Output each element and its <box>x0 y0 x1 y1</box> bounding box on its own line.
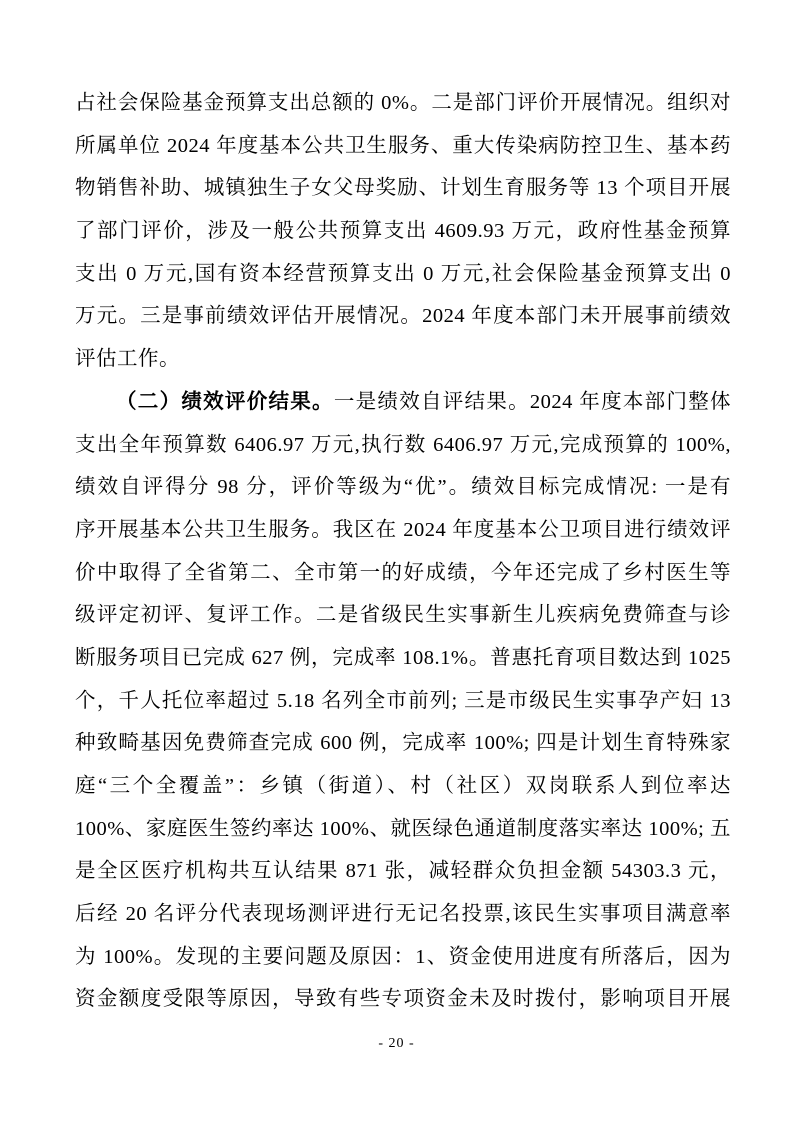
text-line: 评估工作。 <box>75 348 180 371</box>
text-run: 一是绩效自评结果。2024 年度本部门整体 <box>333 390 732 413</box>
text-line: 价中取得了全省第二、全市第一的好成绩，今年还完成了乡村医生等 <box>75 561 731 584</box>
text-line: 为 100%。发现的主要问题及原因：1、资金使用进度有所落后，因为 <box>75 945 731 968</box>
text-line: 后经 20 名评分代表现场测评进行无记名投票,该民生实事项目满意率 <box>75 903 731 926</box>
text-line: 支出 0 万元,国有资本经营预算支出 0 万元,社会保险基金预算支出 0 <box>75 262 731 285</box>
page-number: - 20 - <box>378 1036 415 1051</box>
text-line: 物销售补助、城镇独生子女父母奖励、计划生育服务等 13 个项目开展 <box>75 177 731 200</box>
text-line: 个，千人托位率超过 5.18 名列全市前列; 三是市级民生实事孕产妇 13 <box>75 689 731 712</box>
text-line: 占社会保险基金预算支出总额的 0%。二是部门评价开展情况。组织对 <box>75 92 731 114</box>
text-line: 所属单位 2024 年度基本公共卫生服务、重大传染病防控卫生、基本药 <box>75 134 731 157</box>
text-line: 序开展基本公共卫生服务。我区在 2024 年度基本公卫项目进行绩效评 <box>75 518 731 541</box>
text-line: 万元。三是事前绩效评估开展情况。2024 年度本部门未开展事前绩效 <box>75 305 731 328</box>
text-line: 支出全年预算数 6406.97 万元,执行数 6406.97 万元,完成预算的 100%, <box>75 433 731 456</box>
section-heading: （二）绩效评价结果。 <box>116 390 334 413</box>
text-line: 断服务项目已完成 627 例，完成率 108.1%。普惠托育项目数达到 1025 <box>75 646 731 669</box>
text-line: 是全区医疗机构共互认结果 871 张，减轻群众负担金额 54303.3 元， <box>75 860 731 883</box>
text-line: 级评定初评、复评工作。二是省级民生实事新生儿疾病免费筛查与诊 <box>75 604 731 627</box>
document-body-text <box>75 82 731 1021</box>
text-line: 种致畸基因免费筛查完成 600 例，完成率 100%; 四是计划生育特殊家 <box>75 732 731 755</box>
text-line <box>75 381 731 424</box>
text-line: 资金额度受限等原因，导致有些专项资金未及时拨付，影响项目开展 <box>75 988 731 1011</box>
text-line: 绩效自评得分 98 分，评价等级为“优”。绩效目标完成情况: 一是有 <box>75 476 731 499</box>
text-line: 庭“三个全覆盖”：乡镇（街道）、村（社区）双岗联系人到位率达 <box>75 775 731 797</box>
text-line: 100%、家庭医生签约率达 100%、就医绿色通道制度落实率达 100%; 五 <box>75 817 731 840</box>
text-line: 了部门评价，涉及一般公共预算支出 4609.93 万元，政府性基金预算 <box>75 220 731 243</box>
